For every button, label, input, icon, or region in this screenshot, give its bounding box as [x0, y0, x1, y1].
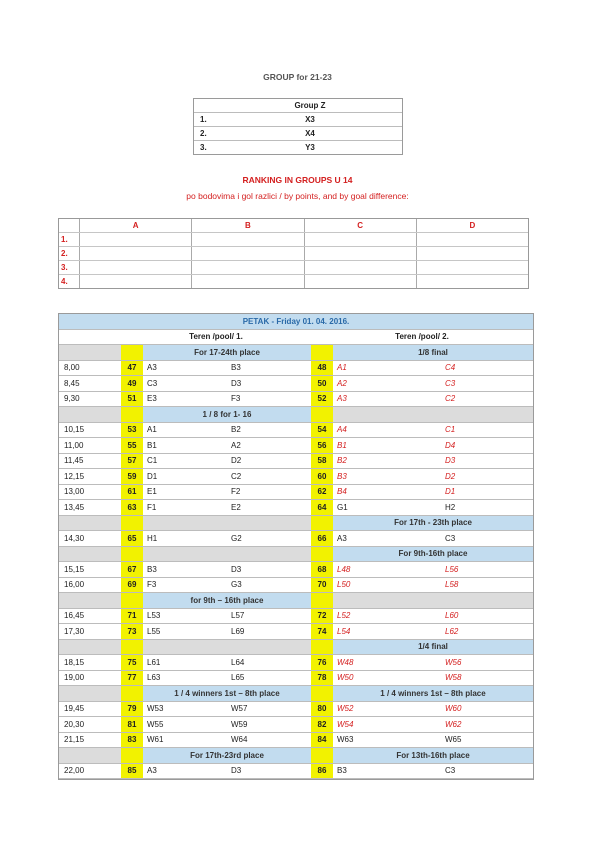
match-away-pool2: W65 [445, 735, 462, 745]
match-away-pool1: F2 [231, 487, 241, 497]
match-number-pool2: 58 [311, 454, 333, 469]
match-home-pool2: A3 [337, 394, 347, 404]
match-number-pool2: 64 [311, 500, 333, 515]
group-table-row [194, 127, 402, 141]
header-num-spacer [121, 516, 143, 531]
match-home-pool1: C3 [147, 378, 158, 388]
section-left-label: For 17-24th place [143, 345, 311, 360]
match-home-pool2: A2 [337, 378, 347, 388]
match-number-pool1: 85 [121, 764, 143, 779]
match-away-pool1: D2 [231, 456, 242, 466]
match-number-pool1: 55 [121, 438, 143, 453]
match-away-pool1: B2 [231, 425, 241, 435]
match-number-pool2: 48 [311, 361, 333, 376]
ranking-place: 2. [59, 247, 80, 260]
match-home-pool2: L54 [337, 626, 351, 636]
match-number-pool1: 63 [121, 500, 143, 515]
match-time: 13,45 [64, 502, 85, 512]
ranking-place: 4. [59, 275, 80, 288]
match-number-pool1: 53 [121, 423, 143, 438]
match-number-pool1: 57 [121, 454, 143, 469]
ranking-row [59, 233, 528, 247]
header-num-spacer [311, 516, 333, 531]
match-home-pool1: A3 [147, 766, 157, 776]
match-away-pool2: W60 [445, 704, 462, 714]
match-away-pool2: D1 [445, 487, 456, 497]
group-team: Y3 [305, 143, 315, 152]
match-number-pool2: 60 [311, 469, 333, 484]
group-rank: 1. [200, 115, 207, 124]
match-home-pool1: F3 [147, 580, 157, 590]
section-left-label: 1 / 8 for 1- 16 [143, 407, 311, 422]
header-spacer [59, 686, 121, 701]
match-home-pool1: A1 [147, 425, 157, 435]
header-spacer [59, 516, 121, 531]
match-home-pool2: G1 [337, 502, 348, 512]
match-home-pool1: W61 [147, 735, 164, 745]
match-home-pool2: W48 [337, 657, 354, 667]
match-away-pool1: W59 [231, 719, 248, 729]
schedule-day-row [59, 314, 533, 330]
match-number-pool1: 61 [121, 485, 143, 500]
match-home-pool2: W52 [337, 704, 354, 714]
ranking-corner [59, 219, 80, 232]
section-left-label: For 17th-23rd place [143, 748, 311, 763]
match-home-pool1: E1 [147, 487, 157, 497]
match-time: 16,45 [64, 611, 85, 621]
match-time: 11,45 [64, 456, 84, 466]
match-number-pool1: 77 [121, 671, 143, 686]
match-number-pool1: 81 [121, 717, 143, 732]
section-right-label: For 17th - 23th place [333, 516, 533, 531]
header-num-spacer [121, 640, 143, 655]
section-right-label: 1/8 final [333, 345, 533, 360]
ranking-col-c: C [305, 219, 417, 232]
match-home-pool2: L48 [337, 564, 351, 574]
match-number-pool2: 84 [311, 733, 333, 748]
schedule-match-row [59, 500, 533, 516]
match-home-pool1: B3 [147, 564, 157, 574]
match-away-pool1: D3 [231, 378, 242, 388]
schedule-match-row [59, 438, 533, 454]
match-number-pool1: 71 [121, 609, 143, 624]
schedule-match-row [59, 469, 533, 485]
match-number-pool2: 68 [311, 562, 333, 577]
ranking-title: RANKING IN GROUPS U 14 [242, 175, 353, 185]
schedule-pool-row [59, 330, 533, 346]
match-time: 8,00 [64, 363, 80, 373]
match-home-pool2: B2 [337, 456, 347, 466]
match-time: 15,15 [64, 564, 85, 574]
match-home-pool1: W53 [147, 704, 164, 714]
match-away-pool1: E2 [231, 502, 241, 512]
schedule-section-header [59, 516, 533, 532]
match-away-pool1: A2 [231, 440, 241, 450]
match-away-pool2: D3 [445, 456, 456, 466]
match-time: 20,30 [64, 719, 85, 729]
match-time: 13,00 [64, 487, 85, 497]
match-home-pool2: B4 [337, 487, 347, 497]
match-away-pool2: L62 [445, 626, 459, 636]
section-left-label: 1 / 4 winners 1st – 8th place [143, 686, 311, 701]
match-home-pool1: C1 [147, 456, 158, 466]
match-away-pool2: C1 [445, 425, 456, 435]
ranking-row [59, 275, 528, 288]
match-home-pool1: L55 [147, 626, 161, 636]
section-right-label: 1/4 final [333, 640, 533, 655]
match-number-pool2: 82 [311, 717, 333, 732]
group-table-header [194, 99, 402, 113]
schedule-match-row [59, 361, 533, 377]
header-num-spacer [311, 686, 333, 701]
schedule-section-header [59, 748, 533, 764]
match-home-pool2: W54 [337, 719, 354, 729]
match-away-pool2: H2 [445, 502, 456, 512]
match-number-pool1: 59 [121, 469, 143, 484]
ranking-col-d: D [469, 221, 476, 230]
match-home-pool1: A3 [147, 363, 157, 373]
match-number-pool2: 86 [311, 764, 333, 779]
header-num-spacer [311, 593, 333, 608]
match-number-pool1: 49 [121, 376, 143, 391]
match-away-pool1: F3 [231, 394, 241, 404]
match-number-pool2: 72 [311, 609, 333, 624]
match-number-pool2: 56 [311, 438, 333, 453]
group-table-row [194, 113, 402, 127]
schedule-section-header [59, 547, 533, 563]
pool-2-label: Teren /pool/ 2. [395, 332, 449, 342]
header-num-spacer [121, 345, 143, 360]
match-time: 19,00 [64, 673, 85, 683]
match-number-pool1: 75 [121, 655, 143, 670]
match-away-pool2: L56 [445, 564, 459, 574]
match-time: 10,15 [64, 425, 85, 435]
match-home-pool1: W55 [147, 719, 164, 729]
match-away-pool1: G3 [231, 580, 242, 590]
match-number-pool2: 76 [311, 655, 333, 670]
schedule-section-header [59, 407, 533, 423]
pool-spacer [59, 330, 121, 345]
match-home-pool1: F1 [147, 502, 157, 512]
header-num-spacer [311, 345, 333, 360]
group-table [193, 98, 403, 155]
match-number-pool1: 69 [121, 578, 143, 593]
header-spacer [59, 407, 121, 422]
match-time: 21,15 [64, 735, 85, 745]
match-home-pool2: A4 [337, 425, 347, 435]
group-rank: 2. [200, 129, 207, 138]
match-home-pool2: B1 [337, 440, 347, 450]
match-time: 8,45 [64, 378, 80, 388]
match-away-pool2: D2 [445, 471, 456, 481]
header-spacer [59, 748, 121, 763]
schedule-section-header [59, 686, 533, 702]
match-home-pool1: B1 [147, 440, 157, 450]
header-num-spacer [121, 686, 143, 701]
match-number-pool1: 79 [121, 702, 143, 717]
match-away-pool1: G2 [231, 533, 242, 543]
match-number-pool1: 65 [121, 531, 143, 546]
section-left-label [143, 547, 311, 562]
match-away-pool2: C3 [445, 533, 456, 543]
section-right-label [333, 593, 533, 608]
schedule-match-row [59, 578, 533, 594]
schedule-match-row [59, 392, 533, 408]
group-table-row [194, 141, 402, 154]
match-home-pool2: B3 [337, 471, 347, 481]
match-time: 11,00 [64, 440, 84, 450]
match-number-pool2: 74 [311, 624, 333, 639]
match-home-pool2: L50 [337, 580, 351, 590]
match-away-pool1: C2 [231, 471, 242, 481]
schedule-match-row [59, 376, 533, 392]
match-away-pool1: D3 [231, 766, 242, 776]
match-away-pool2: L60 [445, 611, 459, 621]
match-away-pool1: L65 [231, 673, 245, 683]
ranking-place: 3. [59, 261, 80, 274]
schedule-section-header [59, 345, 533, 361]
header-spacer [59, 345, 121, 360]
match-number-pool1: 67 [121, 562, 143, 577]
match-away-pool2: W58 [445, 673, 462, 683]
section-left-label [143, 640, 311, 655]
match-time: 22,00 [64, 766, 85, 776]
group-rank: 3. [200, 143, 207, 152]
section-right-label: For 13th-16th place [333, 748, 533, 763]
schedule-match-row [59, 531, 533, 547]
schedule-match-row [59, 764, 533, 780]
schedule-section-header [59, 640, 533, 656]
schedule-match-row [59, 717, 533, 733]
match-away-pool2: L58 [445, 580, 459, 590]
header-num-spacer [121, 748, 143, 763]
match-away-pool1: L69 [231, 626, 245, 636]
match-time: 19,45 [64, 704, 85, 714]
match-number-pool1: 47 [121, 361, 143, 376]
ranking-col-b: B [192, 219, 304, 232]
match-away-pool2: C3 [445, 766, 456, 776]
match-away-pool2: C4 [445, 363, 456, 373]
pool-1-label: Teren /pool/ 1. [189, 332, 243, 342]
match-home-pool2: W50 [337, 673, 354, 683]
match-number-pool2: 62 [311, 485, 333, 500]
match-home-pool2: W63 [337, 735, 354, 745]
section-left-label [143, 516, 311, 531]
match-home-pool1: H1 [147, 533, 158, 543]
match-home-pool2: B3 [337, 766, 347, 776]
match-home-pool1: L63 [147, 673, 161, 683]
match-number-pool1: 51 [121, 392, 143, 407]
match-number-pool2: 66 [311, 531, 333, 546]
schedule-match-row [59, 454, 533, 470]
match-home-pool1: D1 [147, 471, 158, 481]
section-right-label: For 9th-16th place [333, 547, 533, 562]
match-away-pool1: L57 [231, 611, 245, 621]
match-home-pool2: A3 [337, 533, 347, 543]
match-away-pool1: B3 [231, 363, 241, 373]
match-home-pool2: L52 [337, 611, 351, 621]
match-number-pool2: 54 [311, 423, 333, 438]
schedule-table [58, 313, 534, 780]
match-number-pool2: 78 [311, 671, 333, 686]
match-number-pool1: 73 [121, 624, 143, 639]
group-team: X4 [305, 129, 315, 138]
ranking-subtitle: po bodovima i gol razlici / by points, and by goal difference: [186, 191, 409, 201]
match-away-pool1: L64 [231, 657, 245, 667]
ranking-row [59, 261, 528, 275]
match-time: 14,30 [64, 533, 85, 543]
header-num-spacer [311, 407, 333, 422]
match-time: 18,15 [64, 657, 85, 667]
header-spacer [59, 593, 121, 608]
header-num-spacer [311, 547, 333, 562]
header-num-spacer [311, 640, 333, 655]
match-home-pool1: L53 [147, 611, 161, 621]
match-time: 9,30 [64, 394, 80, 404]
schedule-match-row [59, 609, 533, 625]
match-home-pool1: L61 [147, 657, 161, 667]
group-team: X3 [305, 115, 315, 124]
match-away-pool2: W56 [445, 657, 462, 667]
schedule-match-row [59, 562, 533, 578]
match-home-pool1: E3 [147, 394, 157, 404]
match-number-pool2: 50 [311, 376, 333, 391]
header-spacer [59, 547, 121, 562]
schedule-match-row [59, 655, 533, 671]
schedule-match-row [59, 733, 533, 749]
match-away-pool2: C3 [445, 378, 456, 388]
match-time: 12,15 [64, 471, 85, 481]
ranking-header-row [59, 219, 528, 233]
section-right-label: 1 / 4 winners 1st – 8th place [333, 686, 533, 701]
header-num-spacer [121, 593, 143, 608]
header-num-spacer [121, 547, 143, 562]
match-number-pool1: 83 [121, 733, 143, 748]
section-right-label [333, 407, 533, 422]
schedule-match-row [59, 485, 533, 501]
match-time: 16,00 [64, 580, 85, 590]
header-num-spacer [311, 748, 333, 763]
schedule-match-row [59, 671, 533, 687]
match-away-pool2: C2 [445, 394, 456, 404]
schedule-match-row [59, 624, 533, 640]
group-title: GROUP for 21-23 [263, 72, 332, 82]
match-number-pool2: 70 [311, 578, 333, 593]
match-number-pool2: 52 [311, 392, 333, 407]
match-home-pool2: A1 [337, 363, 347, 373]
ranking-row [59, 247, 528, 261]
match-away-pool2: D4 [445, 440, 456, 450]
match-away-pool2: W62 [445, 719, 462, 729]
header-spacer [59, 640, 121, 655]
ranking-place: 1. [59, 233, 80, 246]
header-num-spacer [121, 407, 143, 422]
match-away-pool1: W64 [231, 735, 248, 745]
schedule-section-header [59, 593, 533, 609]
section-left-label: for 9th – 16th place [143, 593, 311, 608]
schedule-match-row [59, 423, 533, 439]
match-away-pool1: W57 [231, 704, 248, 714]
match-number-pool2: 80 [311, 702, 333, 717]
group-header-label: Group Z [294, 101, 326, 110]
match-away-pool1: D3 [231, 564, 242, 574]
schedule-match-row [59, 702, 533, 718]
ranking-table [58, 218, 529, 289]
schedule-day-title: PETAK - Friday 01. 04. 2016. [59, 314, 533, 329]
ranking-col-a: A [80, 219, 192, 232]
match-time: 17,30 [64, 626, 85, 636]
